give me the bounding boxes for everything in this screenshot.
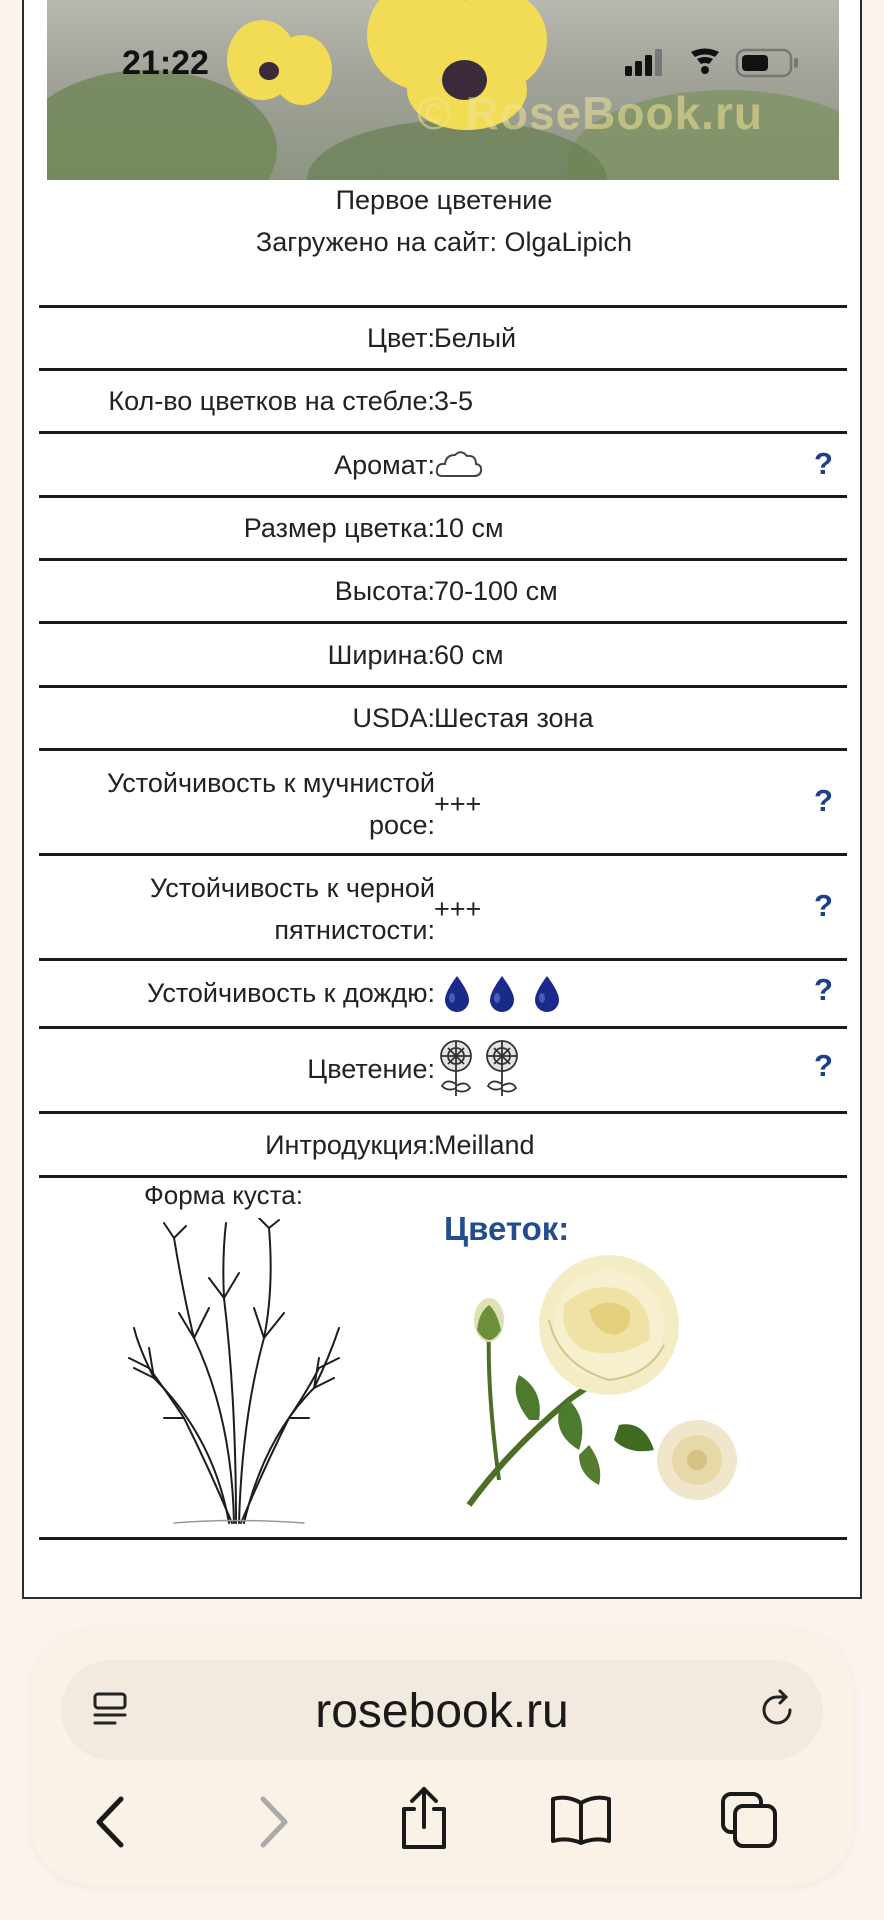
forward-icon[interactable] bbox=[253, 1795, 293, 1854]
introduction-label: Интродукция: bbox=[265, 1130, 435, 1160]
table-divider bbox=[39, 1111, 847, 1114]
height-value: 70-100 см bbox=[434, 576, 558, 606]
flower-label: Цветок: bbox=[444, 1210, 570, 1247]
aroma-help-button[interactable]: ? bbox=[814, 446, 833, 481]
flowers-per-stem-value: 3-5 bbox=[434, 386, 474, 416]
url-text[interactable]: rosebook.ru bbox=[315, 1685, 569, 1738]
blooming-help-button[interactable]: ? bbox=[814, 1048, 833, 1083]
flower-icon bbox=[434, 1036, 538, 1102]
table-divider bbox=[39, 558, 847, 561]
raindrop-icon bbox=[439, 972, 579, 1018]
rose-photo bbox=[47, 0, 839, 180]
mildew-resistance-label-line1: Устойчивость к мучнистой bbox=[106, 768, 435, 798]
photo-watermark: © RoseBook.ru bbox=[417, 87, 763, 139]
back-icon[interactable] bbox=[91, 1795, 131, 1854]
bush-shape-label: Форма куста: bbox=[144, 1180, 303, 1210]
address-bar[interactable] bbox=[61, 1660, 823, 1760]
blackspot-help-button[interactable]: ? bbox=[814, 888, 833, 923]
table-divider bbox=[39, 748, 847, 751]
table-divider bbox=[39, 431, 847, 434]
status-time: 21:22 bbox=[122, 44, 209, 82]
cellular-signal-icon bbox=[625, 49, 662, 76]
wifi-icon bbox=[691, 49, 719, 75]
table-divider bbox=[39, 1026, 847, 1029]
bookmarks-icon[interactable] bbox=[549, 1793, 613, 1852]
rose-flower-image bbox=[449, 1250, 749, 1520]
aroma-label: Аромат: bbox=[334, 450, 435, 480]
rain-rating bbox=[439, 972, 589, 1018]
table-divider bbox=[39, 368, 847, 371]
rain-help-button[interactable]: ? bbox=[814, 972, 833, 1007]
height-label: Высота: bbox=[334, 576, 435, 606]
status-icons bbox=[625, 46, 805, 78]
cloud-icon bbox=[434, 446, 484, 494]
flowers-per-stem-label: Кол-во цветков на стебле: bbox=[108, 386, 435, 416]
width-value: 60 см bbox=[434, 640, 504, 670]
mildew-help-button[interactable]: ? bbox=[814, 783, 833, 818]
flower-size-label: Размер цветка: bbox=[243, 513, 435, 543]
rose-info-card bbox=[22, 0, 862, 1599]
table-divider bbox=[39, 1537, 847, 1540]
reload-icon[interactable] bbox=[756, 1688, 800, 1737]
uploader-caption: Загружено на сайт: OlgaLipich bbox=[255, 227, 633, 257]
browser-toolbar bbox=[31, 1630, 853, 1885]
blooming-rating bbox=[434, 1036, 544, 1102]
table-divider bbox=[39, 958, 847, 961]
usda-label: USDA: bbox=[352, 703, 435, 733]
rain-resistance-label: Устойчивость к дождю: bbox=[147, 978, 435, 1008]
mildew-resistance-label-line2: росе: bbox=[368, 810, 435, 840]
color-label: Цвет: bbox=[366, 323, 435, 353]
blackspot-resistance-value: +++ bbox=[434, 894, 482, 924]
tabs-icon[interactable] bbox=[719, 1790, 779, 1855]
width-label: Ширина: bbox=[327, 640, 435, 670]
table-divider bbox=[39, 305, 847, 308]
introduction-value: Meilland bbox=[434, 1130, 535, 1160]
bush-shape-image bbox=[114, 1218, 354, 1528]
blooming-label: Цветение: bbox=[307, 1054, 435, 1084]
flower-size-value: 10 см bbox=[434, 513, 504, 543]
table-divider bbox=[39, 685, 847, 688]
battery-icon bbox=[737, 50, 798, 76]
usda-value: Шестая зона bbox=[434, 703, 594, 733]
blackspot-resistance-label-line1: Устойчивость к черной bbox=[149, 873, 435, 903]
photo-caption: Первое цветение bbox=[335, 185, 553, 215]
mildew-resistance-value: +++ bbox=[434, 789, 482, 819]
color-value: Белый bbox=[434, 323, 517, 353]
blackspot-resistance-label-line2: пятнистости: bbox=[274, 915, 435, 945]
table-divider bbox=[39, 1175, 847, 1178]
table-divider bbox=[39, 495, 847, 498]
share-icon[interactable] bbox=[396, 1785, 452, 1856]
table-divider bbox=[39, 621, 847, 624]
table-divider bbox=[39, 853, 847, 856]
